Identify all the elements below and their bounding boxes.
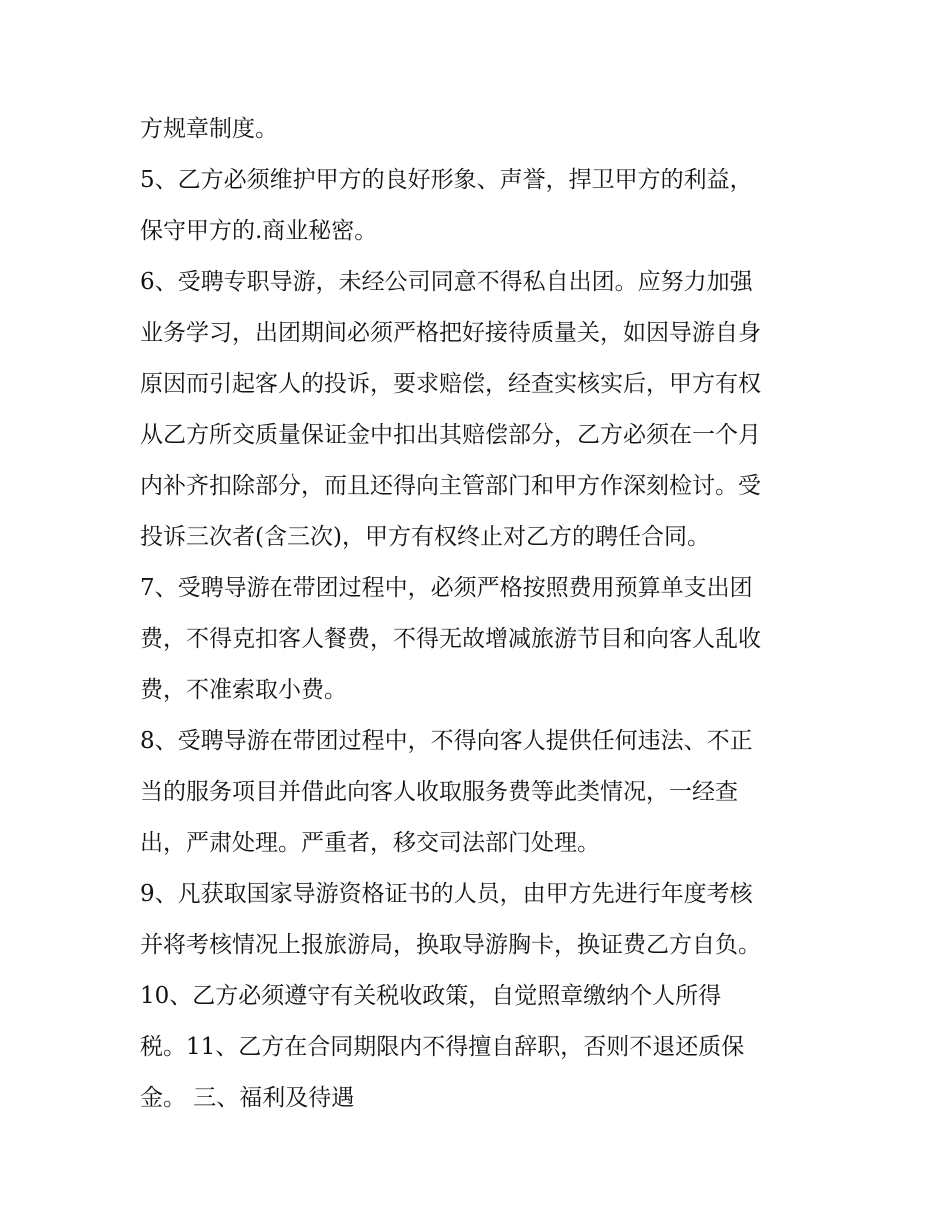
document-body [140, 108, 820, 1128]
text-line: 保守甲方的.商业秘密。 [140, 218, 378, 244]
text-line: 费，不得克扣客人餐费，不得无故增减旅游节目和向客人乱收 [140, 626, 761, 652]
text-line: 业务学习，出团期间必须严格把好接待质量关，如因导游自身 [140, 320, 761, 346]
text-line: 金。 三、福利及待遇 [140, 1085, 355, 1111]
text-line: 费，不准索取小费。 [140, 677, 347, 703]
text-line: 原因而引起客人的投诉，要求赔偿，经查实核实后，甲方有权 [140, 371, 761, 397]
text-line: 投诉三次者(含三次)，甲方有权终止对乙方的聘任合同。 [140, 524, 710, 550]
text-line: 方规章制度。 [140, 116, 278, 142]
text-line: 出，严肃处理。严重者，移交司法部门处理。 [140, 830, 600, 856]
text-line: 8、受聘导游在带团过程中，不得向客人提供任何违法、不正 [140, 728, 753, 754]
text-line: 税。11、乙方在合同期限内不得擅自辞职，否则不退还质保 [140, 1034, 745, 1060]
text-line: 6、受聘专职导游，未经公司同意不得私自出团。应努力加强 [140, 269, 753, 295]
text-line: 9、凡获取国家导游资格证书的人员，由甲方先进行年度考核 [140, 881, 753, 907]
text-line: 从乙方所交质量保证金中扣出其赔偿部分，乙方必须在一个月 [140, 422, 761, 448]
text-line: 当的服务项目并借此向客人收取服务费等此类情况，一经查 [140, 779, 738, 805]
text-line: 并将考核情况上报旅游局，换取导游胸卡，换证费乙方自负。 [140, 932, 761, 958]
text-line: 10、乙方必须遵守有关税收政策，自觉照章缴纳个人所得 [140, 983, 722, 1009]
text-line: 内补齐扣除部分，而且还得向主管部门和甲方作深刻检讨。受 [140, 473, 761, 499]
text-line: 7、受聘导游在带团过程中，必须严格按照费用预算单支出团 [140, 575, 753, 601]
text-line: 5、乙方必须维护甲方的良好形象、声誉，捍卫甲方的利益， [140, 167, 753, 193]
